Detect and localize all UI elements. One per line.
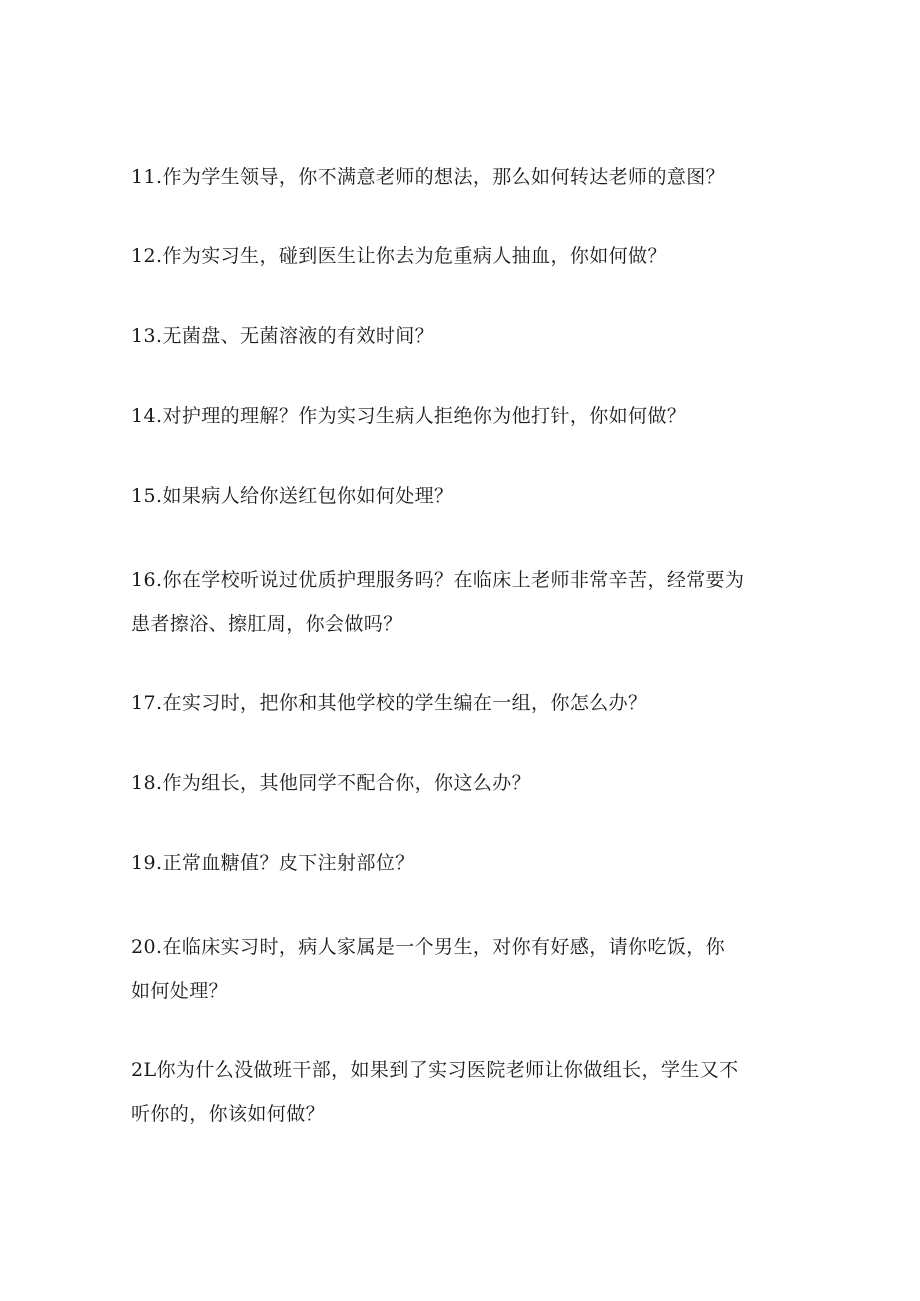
question-number: 19	[131, 852, 156, 874]
question-separator: .	[155, 569, 163, 591]
question-number: 14	[131, 405, 156, 427]
question-item	[131, 1048, 791, 1136]
question-separator: .	[155, 245, 163, 267]
question-item	[131, 761, 791, 805]
question-text: 在实习时，把你和其他学校的学生编在一组，你怎么办？	[162, 692, 648, 714]
question-line: 患者擦浴、擦肛周，你会做吗？	[131, 613, 403, 635]
question-separator: .	[155, 166, 163, 188]
question-number: 18	[131, 772, 156, 794]
question-separator: .	[155, 405, 163, 427]
question-text: 作为实习生，碰到医生让你去为危重病人抽血，你如何做？	[162, 245, 667, 267]
question-line	[131, 841, 791, 885]
question-text: 在临床实习时，病人家属是一个男生，对你有好感，请你吃饭，你	[162, 936, 726, 958]
question-separator: .	[155, 485, 163, 507]
question-item	[131, 155, 791, 199]
question-separator: .	[155, 772, 163, 794]
question-line	[131, 1048, 791, 1092]
question-line: 听你的，你该如何做？	[131, 1103, 326, 1125]
question-text: 对护理的理解？作为实习生病人拒绝你为他打针，你如何做？	[162, 405, 687, 427]
question-number: 2L	[131, 1059, 157, 1081]
question-line	[131, 234, 791, 278]
question-item	[131, 558, 791, 646]
question-item	[131, 314, 791, 358]
question-text: 正常血糖值？皮下注射部位？	[162, 852, 415, 874]
question-item	[131, 925, 791, 1013]
question-number: 17	[131, 692, 156, 714]
question-item	[131, 841, 791, 885]
question-number: 15	[131, 485, 156, 507]
question-line	[131, 155, 791, 199]
question-item	[131, 474, 791, 518]
question-number: 16	[131, 569, 156, 591]
question-line	[131, 681, 791, 725]
question-separator: .	[155, 692, 163, 714]
question-text: 作为组长，其他同学不配合你，你这么办？	[162, 772, 532, 794]
question-text: 你为什么没做班干部，如果到了实习医院老师让你做组长，学生又不	[156, 1059, 739, 1081]
question-line	[131, 558, 791, 602]
question-text: 作为学生领导，你不满意老师的想法，那么如何转达老师的意图？	[162, 166, 726, 188]
question-text: 你在学校听说过优质护理服务吗？在临床上老师非常辛苦，经常要为	[162, 569, 745, 591]
question-number: 12	[131, 245, 156, 267]
question-line	[131, 474, 791, 518]
question-separator: .	[155, 852, 163, 874]
question-line	[131, 394, 791, 438]
question-line	[131, 314, 791, 358]
question-separator: .	[155, 936, 163, 958]
question-number: 20	[131, 936, 156, 958]
question-item	[131, 234, 791, 278]
question-text: 如果病人给你送红包你如何处理？	[162, 485, 454, 507]
question-item	[131, 681, 791, 725]
question-separator: .	[155, 325, 163, 347]
question-line	[131, 925, 791, 969]
question-line	[131, 761, 791, 805]
question-line: 如何处理？	[131, 980, 229, 1002]
question-item	[131, 394, 791, 438]
question-number: 13	[131, 325, 156, 347]
question-text: 无菌盘、无菌溶液的有效时间？	[162, 325, 435, 347]
question-number: 11	[131, 166, 156, 188]
